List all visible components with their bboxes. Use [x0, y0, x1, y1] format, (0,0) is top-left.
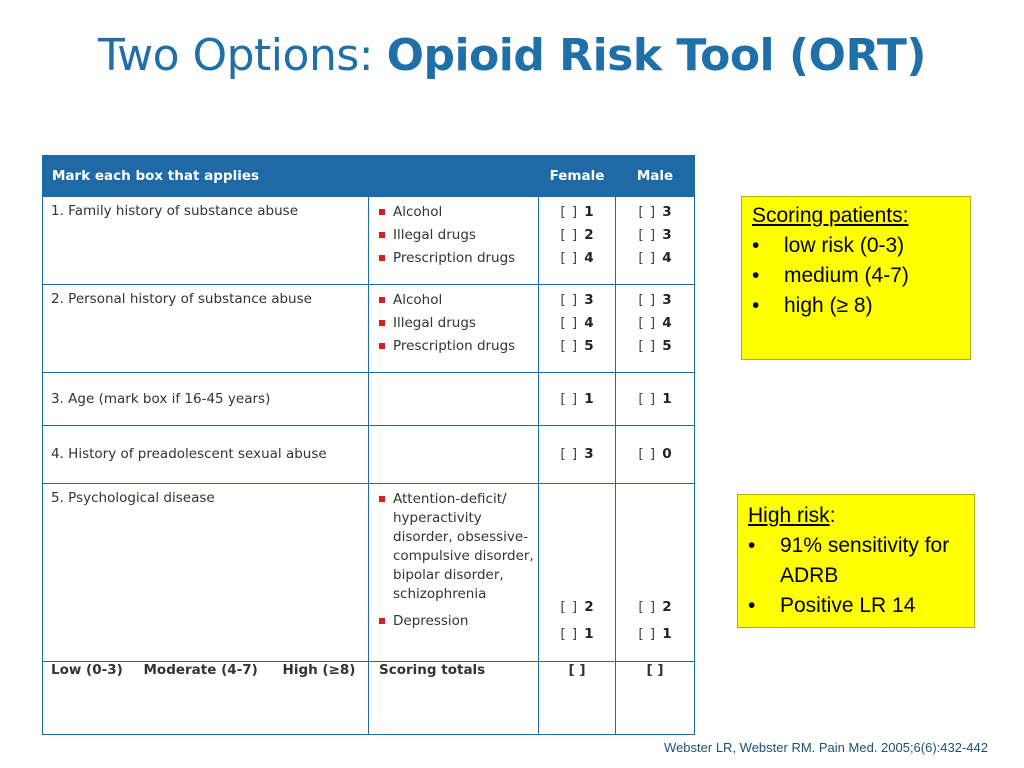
title-emphasis: Opioid Risk Tool (ORT) [386, 30, 926, 81]
bullet-icon [379, 255, 385, 261]
note-heading: High risk [748, 504, 830, 527]
list-item: • medium (4-7) [752, 261, 970, 291]
bullet-icon [379, 496, 385, 502]
bullet-icon [379, 343, 385, 349]
table-row [43, 197, 695, 285]
female-checkbox[interactable]: [ ] 1 [560, 204, 594, 220]
bullet-icon [379, 618, 385, 624]
row-label: 5. Psychological disease [51, 489, 215, 506]
female-checkbox[interactable]: [ ] 1 [560, 391, 594, 408]
risk-high-label: High (≥8) [282, 661, 356, 678]
ort-table [42, 155, 695, 735]
female-checkbox[interactable]: [ ] 4 [560, 315, 594, 332]
male-checkbox[interactable]: [ ] 3 [638, 292, 672, 309]
list-item: Prescription drugs [379, 249, 538, 272]
scoring-totals-label: Scoring totals [379, 661, 486, 678]
male-checkbox[interactable]: [ ] 2 [638, 598, 672, 615]
male-checkbox[interactable]: [ ] 5 [638, 338, 672, 355]
male-checkbox[interactable]: [ ] 0 [638, 446, 672, 463]
male-checkbox[interactable]: [ ] 1 [638, 625, 672, 642]
list-item: Attention-deficit/ hyperactivity disorder, obsessive-compulsive disorder, bipolar disorder, schizophrenia [379, 490, 538, 604]
female-total-box[interactable]: [ ] [568, 661, 586, 678]
scoring-patients-note [741, 196, 971, 360]
list-item: Depression [379, 612, 538, 635]
list-item: Illegal drugs [379, 226, 538, 249]
bullet-icon [379, 297, 385, 303]
header-blank [369, 156, 539, 197]
table-row [43, 483, 695, 661]
bullet-icon [379, 209, 385, 215]
bullet-icon [379, 320, 385, 326]
row-label: 4. History of preadolescent sexual abuse [51, 446, 327, 463]
list-item: Alcohol [379, 203, 538, 226]
female-checkbox[interactable]: [ ] 4 [560, 250, 594, 266]
high-risk-note [737, 494, 975, 628]
row-label: 3. Age (mark box if 16-45 years) [51, 391, 271, 408]
citation: Webster LR, Webster RM. Pain Med. 2005;6(6):432-442 [664, 740, 988, 755]
list-item: • 91% sensitivity for ADRB [748, 531, 974, 591]
list-item: • low risk (0-3) [752, 231, 970, 261]
female-checkbox[interactable]: [ ] 3 [560, 292, 594, 309]
row-label: 1. Family history of substance abuse [51, 203, 299, 219]
female-checkbox[interactable]: [ ] 3 [560, 446, 594, 463]
list-item: Alcohol [379, 291, 538, 314]
row-label: 2. Personal history of substance abuse [51, 291, 312, 308]
male-checkbox[interactable]: [ ] 4 [638, 315, 672, 332]
bullet-icon [379, 232, 385, 238]
male-total-box[interactable]: [ ] [646, 661, 664, 678]
female-checkbox[interactable]: [ ] 1 [560, 625, 594, 642]
table-row [43, 373, 695, 426]
note-heading: Scoring patients: [752, 204, 909, 227]
list-item: • Positive LR 14 [748, 591, 974, 621]
list-item: Prescription drugs [379, 337, 538, 360]
female-checkbox[interactable]: [ ] 2 [560, 227, 594, 243]
table-row [43, 426, 695, 483]
table-header-row [43, 156, 695, 197]
note-heading-colon: : [829, 504, 836, 527]
female-checkbox[interactable]: [ ] 5 [560, 338, 594, 355]
risk-category-legend [43, 662, 368, 678]
table-row [43, 285, 695, 373]
header-female: Female [539, 156, 616, 197]
header-instructions: Mark each box that applies [43, 156, 369, 197]
header-male: Male [616, 156, 695, 197]
totals-row [43, 661, 695, 734]
female-checkbox[interactable]: [ ] 2 [560, 598, 594, 615]
male-checkbox[interactable]: [ ] 1 [638, 391, 672, 408]
male-checkbox[interactable]: [ ] 3 [638, 227, 672, 243]
list-item: • high (≥ 8) [752, 291, 970, 321]
title-prefix: Two Options: [98, 30, 387, 81]
risk-moderate-label: Moderate (4-7) [143, 661, 258, 678]
male-checkbox[interactable]: [ ] 4 [638, 250, 672, 266]
slide-title [0, 26, 1024, 86]
risk-low-label: Low (0-3) [51, 661, 123, 678]
male-checkbox[interactable]: [ ] 3 [638, 204, 672, 220]
list-item: Illegal drugs [379, 314, 538, 337]
